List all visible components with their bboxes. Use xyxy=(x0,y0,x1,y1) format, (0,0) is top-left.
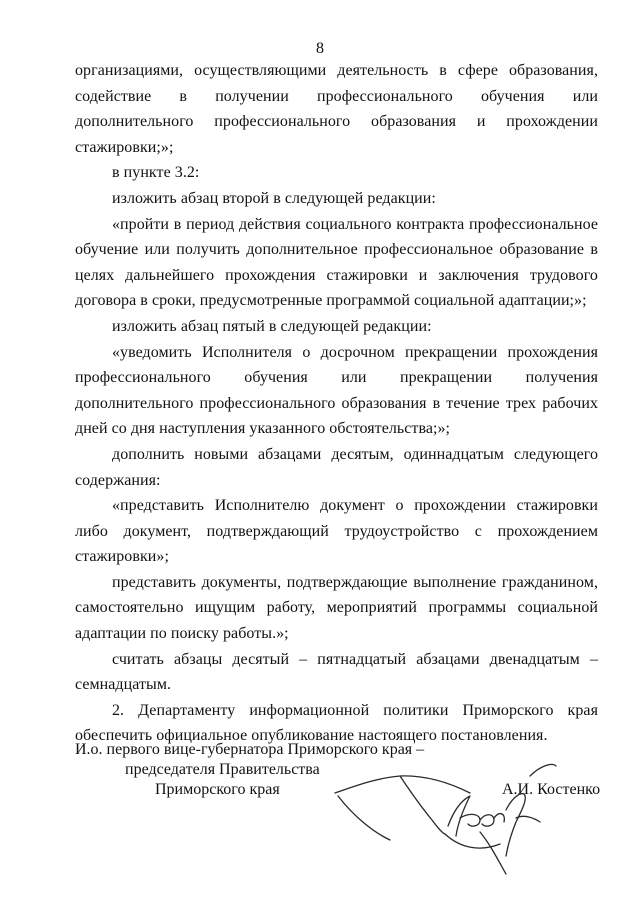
signatory-name: А.И. Костенко xyxy=(502,781,601,798)
paragraph: «представить Исполнителю документ о прохождении стажировки либо документ, подтверждающий трудоустройство с прохождением стажировки»; xyxy=(75,497,598,566)
page-number: 8 xyxy=(316,40,324,57)
signatory-title-line-2: председателя Правительства xyxy=(125,761,320,778)
paragraph: дополнить новыми абзацами десятым, одиннадцатым следующего содержания: xyxy=(75,445,598,489)
signatory-title-line-1: И.о. первого вице-губернатора Приморского края – xyxy=(75,741,425,758)
paragraph: изложить абзац пятый в следующей редакции: xyxy=(112,317,432,335)
paragraph: представить документы, подтверждающие выполнение гражданином, самостоятельно ищущим работу, мероприятий программы социальной адаптации по поиску работы.»; xyxy=(75,573,598,643)
paragraph: в пункте 3.2: xyxy=(112,164,200,182)
paragraph: 2. Департаменту информационной политики Приморского края обеспечить официальное опубликование настоящего постановления. xyxy=(75,701,598,745)
paragraph: считать абзацы десятый – пятнадцатый абзацами двенадцатым – семнадцатым. xyxy=(75,650,598,694)
signatory-title-line-3: Приморского края xyxy=(155,781,280,798)
paragraph: «уведомить Исполнителя о досрочном прекращении прохождения профессионального обучения или прекращении получения дополнительного профессионального образования в течение трех рабочих дней со дня наступления указанного обстоятельства;»; xyxy=(75,343,598,438)
handwritten-signature xyxy=(330,748,560,883)
paragraph: изложить абзац второй в следующей редакции: xyxy=(112,189,436,207)
paragraph: «пройти в период действия социального контракта профессиональное обучение или получить дополнительное профессиональное образование в целях дальнейшего прохождения стажировки и заключения трудового договора в сроки, предусмотренные программой социальной адаптации;»; xyxy=(75,215,598,310)
paragraph: организациями, осуществляющими деятельность в сфере образования, содействие в получении профессионального обучения или дополнительного профессионального образования и прохождении стажировки;»; xyxy=(75,62,598,156)
